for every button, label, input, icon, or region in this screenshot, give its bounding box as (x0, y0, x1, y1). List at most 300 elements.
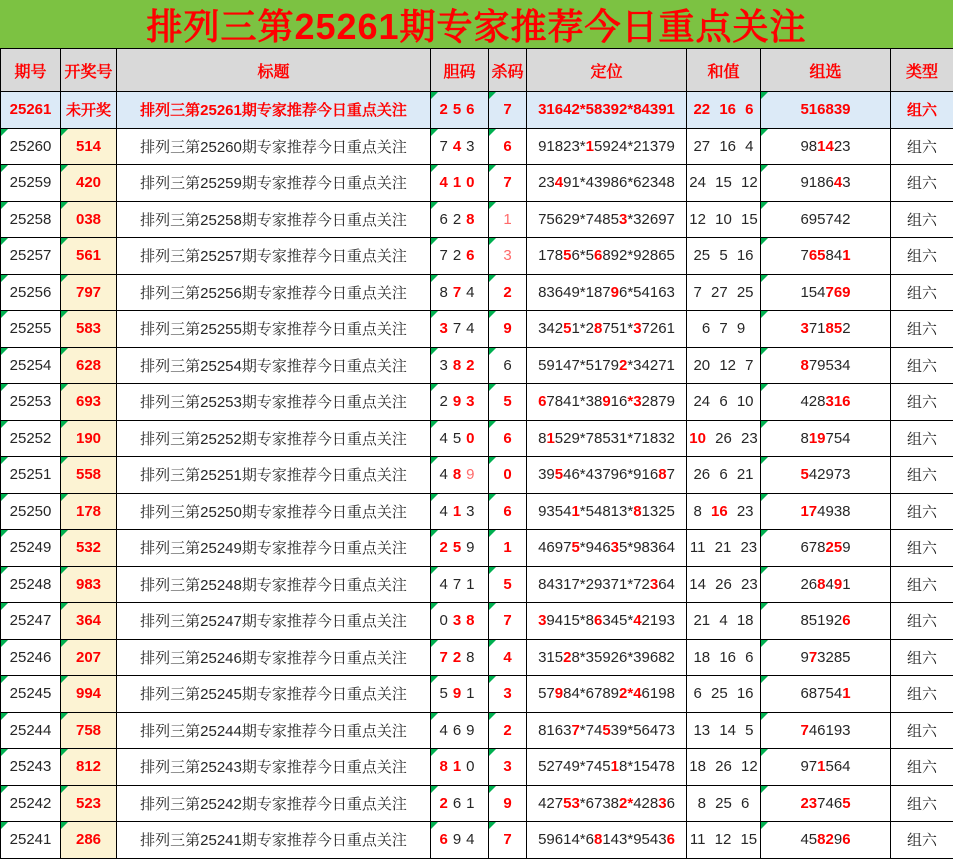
cell-text: 4 (826, 576, 834, 593)
corner-marker-icon (489, 311, 496, 318)
cell-text: 97 (800, 758, 817, 775)
corner-marker-icon (1, 421, 8, 428)
corner-marker-icon (761, 92, 768, 99)
cell-text: 排列三第25249期专家推荐今日重点关注 (140, 540, 407, 557)
cell-text: 组六 (907, 358, 937, 375)
cell-text: 25252 (10, 430, 52, 447)
cell-text: 82 (453, 357, 480, 374)
cell-text: 5 (439, 685, 452, 702)
cell-text: 6 (503, 430, 511, 447)
cell-text: 组六 (907, 285, 937, 302)
cell-text: 746 (817, 795, 842, 812)
cell-text: 6 (538, 393, 546, 410)
corner-marker-icon (1, 165, 8, 172)
cell-text: 516839 (800, 101, 850, 118)
cell-text: 18 26 12 (689, 758, 757, 775)
cell-kill (489, 128, 527, 165)
cell-text: 892*92865 (602, 247, 675, 264)
header-row (1, 49, 953, 92)
cell-text: 25245 (10, 685, 52, 702)
corner-marker-icon (489, 165, 496, 172)
corner-marker-icon (761, 567, 768, 574)
cell-text: 9 (555, 685, 563, 702)
cell-text: 0 (466, 430, 479, 447)
cell-group (761, 420, 891, 457)
corner-marker-icon (1, 786, 8, 793)
cell-text: *6738 (580, 795, 619, 812)
cell-dan (431, 676, 489, 713)
cell-text: 9 (834, 576, 842, 593)
cell-text: 25260 (10, 138, 52, 155)
cell-text: 286 (76, 831, 101, 848)
corner-marker-icon (761, 129, 768, 136)
cell-text: 5 (503, 393, 511, 410)
table-row (1, 676, 953, 713)
cell-text: 26 23 (706, 430, 758, 447)
cell-text: 排列三第25251期专家推荐今日重点关注 (140, 467, 407, 484)
cell-text: 427 (538, 795, 563, 812)
cell-text: 5 (563, 247, 571, 264)
cell-text: 23 (834, 138, 851, 155)
cell-text: 72 (439, 247, 466, 264)
corner-marker-icon (761, 749, 768, 756)
cell-draw (61, 712, 117, 749)
cell-kill (489, 493, 527, 530)
cell-text: 5 (555, 466, 563, 483)
cell-dan (431, 311, 489, 348)
corner-marker-icon (1, 348, 8, 355)
cell-text: 23 (538, 174, 555, 191)
column-header-group: 组选 (761, 49, 891, 92)
cell-text: 排列三第25255期专家推荐今日重点关注 (140, 321, 407, 338)
cell-text: 7841*38 (546, 393, 602, 410)
cell-kill (489, 92, 527, 129)
cell-text: 91823* (538, 138, 586, 155)
cell-text: 25 (439, 539, 466, 556)
cell-draw (61, 603, 117, 640)
corner-marker-icon (61, 603, 68, 610)
cell-text: 61 (453, 795, 480, 812)
cell-position (527, 311, 687, 348)
cell-type (891, 566, 953, 603)
cell-draw (61, 639, 117, 676)
cell-sum (687, 92, 761, 129)
cell-text: 组六 (907, 175, 937, 192)
cell-sum (687, 712, 761, 749)
cell-dan (431, 493, 489, 530)
corner-marker-icon (61, 129, 68, 136)
cell-dan (431, 347, 489, 384)
cell-text: 2879 (642, 393, 675, 410)
cell-draw (61, 128, 117, 165)
cell-draw (61, 92, 117, 129)
cell-text: 469 (439, 722, 479, 739)
cell-title (117, 238, 431, 275)
cell-kill (489, 530, 527, 567)
cell-draw (61, 785, 117, 822)
cell-period (1, 566, 61, 603)
cell-text: 758 (76, 722, 101, 739)
corner-marker-icon (1, 567, 8, 574)
cell-period (1, 165, 61, 202)
cell-text: 8 25 6 (698, 795, 750, 812)
cell-text: 6 25 16 (693, 685, 753, 702)
cell-text: 未开奖 (66, 102, 111, 119)
cell-group (761, 274, 891, 311)
cell-text: 排列三第25242期专家推荐今日重点关注 (140, 796, 407, 813)
cell-draw (61, 384, 117, 421)
cell-text: *74 (580, 722, 603, 739)
corner-marker-icon (489, 457, 496, 464)
cell-text: 25249 (10, 539, 52, 556)
cell-draw (61, 530, 117, 567)
cell-text: 8*15478 (619, 758, 675, 775)
cell-group (761, 238, 891, 275)
table-row (1, 639, 953, 676)
corner-marker-icon (431, 165, 438, 172)
corner-marker-icon (61, 676, 68, 683)
cell-text: 8 (439, 284, 452, 301)
cell-dan (431, 128, 489, 165)
cell-type (891, 749, 953, 786)
corner-marker-icon (61, 786, 68, 793)
cell-text: 8 (817, 576, 825, 593)
cell-dan (431, 639, 489, 676)
cell-text: 84317*29371*72 (538, 576, 650, 593)
corner-marker-icon (431, 822, 438, 829)
corner-marker-icon (489, 202, 496, 209)
cell-text: 79534 (809, 357, 851, 374)
cell-type (891, 493, 953, 530)
cell-text: 5924*21379 (594, 138, 675, 155)
cell-sum (687, 238, 761, 275)
cell-period (1, 712, 61, 749)
corner-marker-icon (431, 129, 438, 136)
cell-text: 154 (800, 284, 825, 301)
cell-text: 7 (439, 138, 452, 155)
cell-text: 256 (439, 101, 479, 118)
cell-text: 组六 (907, 504, 937, 521)
cell-group (761, 347, 891, 384)
cell-text: 6198 (642, 685, 675, 702)
cell-text: 91*43986*62348 (563, 174, 675, 191)
cell-title (117, 785, 431, 822)
cell-text: 68754 (800, 685, 842, 702)
cell-kill (489, 566, 527, 603)
corner-marker-icon (431, 92, 438, 99)
corner-marker-icon (61, 348, 68, 355)
cell-group (761, 749, 891, 786)
cell-text: 72 (439, 649, 466, 666)
cell-kill (489, 822, 527, 859)
cell-text: 31642*58392*84391 (538, 101, 675, 118)
cell-type (891, 712, 953, 749)
corner-marker-icon (61, 311, 68, 318)
cell-kill (489, 457, 527, 494)
corner-marker-icon (489, 676, 496, 683)
corner-marker-icon (61, 749, 68, 756)
cell-text: 8 (800, 357, 808, 374)
cell-group (761, 822, 891, 859)
cell-text: 25 5 16 (693, 247, 753, 264)
cell-dan (431, 603, 489, 640)
corner-marker-icon (489, 603, 496, 610)
cell-text: 25246 (10, 649, 52, 666)
cell-text: 排列三第25243期专家推荐今日重点关注 (140, 759, 407, 776)
cell-text: 6 (842, 831, 850, 848)
column-header-draw: 开奖号 (61, 49, 117, 92)
cell-period (1, 92, 61, 129)
cell-text: 排列三第25259期专家推荐今日重点关注 (140, 175, 407, 192)
cell-sum (687, 384, 761, 421)
cell-kill (489, 165, 527, 202)
cell-kill (489, 238, 527, 275)
cell-title (117, 420, 431, 457)
cell-text: 4938 (817, 503, 850, 520)
cell-text: 4 (503, 649, 511, 666)
cell-title (117, 274, 431, 311)
cell-sum (687, 274, 761, 311)
corner-marker-icon (1, 129, 8, 136)
cell-text: 316 (826, 393, 851, 410)
cell-kill (489, 274, 527, 311)
cell-text: 9 (466, 539, 479, 556)
cell-sum (687, 493, 761, 530)
cell-text: 2 (503, 284, 511, 301)
cell-position (527, 639, 687, 676)
cell-text: 59147*5179 (538, 357, 619, 374)
corner-marker-icon (431, 275, 438, 282)
cell-text: 812 (76, 758, 101, 775)
cell-sum (687, 822, 761, 859)
cell-sum (687, 676, 761, 713)
cell-text: 038 (76, 211, 101, 228)
cell-text: 25 (826, 539, 843, 556)
cell-text: 6 (503, 503, 511, 520)
corner-marker-icon (431, 311, 438, 318)
cell-text: 3 (466, 138, 479, 155)
cell-text: 3 (538, 612, 546, 629)
cell-text: 组六 (907, 321, 937, 338)
cell-group (761, 384, 891, 421)
corner-marker-icon (431, 494, 438, 501)
cell-group (761, 311, 891, 348)
cell-text: 1 (817, 758, 825, 775)
corner-marker-icon (1, 603, 8, 610)
cell-text: 558 (76, 466, 101, 483)
cell-sum (687, 530, 761, 567)
cell-text: 983 (76, 576, 101, 593)
cell-text: 排列三第25246期专家推荐今日重点关注 (140, 650, 407, 667)
cell-text: 1 (546, 430, 554, 447)
cell-text: 4 (439, 466, 452, 483)
cell-text: 6*5 (571, 247, 594, 264)
cell-text: 5 (602, 722, 610, 739)
cell-text: 3 (800, 320, 808, 337)
corner-marker-icon (61, 275, 68, 282)
cell-text: 428 (633, 795, 658, 812)
cell-period (1, 639, 61, 676)
cell-text: 9186 (800, 174, 833, 191)
cell-title (117, 457, 431, 494)
cell-text: 2193 (642, 612, 675, 629)
cell-text: 6*54163 (619, 284, 675, 301)
cell-type (891, 603, 953, 640)
cell-text: 93 (453, 393, 480, 410)
corner-marker-icon (1, 202, 8, 209)
cell-text: 5 (571, 539, 579, 556)
cell-type (891, 238, 953, 275)
cell-group (761, 128, 891, 165)
corner-marker-icon (61, 530, 68, 537)
cell-sum (687, 420, 761, 457)
cell-text: 8 (693, 503, 711, 520)
cell-text: 组六 (907, 723, 937, 740)
cell-text: 39 (538, 466, 555, 483)
cell-text: 9 (466, 466, 479, 483)
cell-text: 5 (503, 576, 511, 593)
corner-marker-icon (1, 238, 8, 245)
cell-text: 3 (466, 503, 479, 520)
cell-text: *946 (580, 539, 611, 556)
cell-text: 25258 (10, 211, 52, 228)
cell-text: 8 (633, 503, 641, 520)
cell-title (117, 603, 431, 640)
table-row (1, 749, 953, 786)
cell-text: 81 (439, 758, 466, 775)
cell-position (527, 201, 687, 238)
cell-text: 693 (76, 393, 101, 410)
corner-marker-icon (761, 676, 768, 683)
corner-marker-icon (489, 640, 496, 647)
cell-text: 组六 (907, 686, 937, 703)
cell-kill (489, 785, 527, 822)
cell-text: 62 (439, 211, 466, 228)
cell-group (761, 712, 891, 749)
cell-text: 25242 (10, 795, 52, 812)
cell-text: *3 (627, 393, 641, 410)
cell-text: 3 (439, 320, 452, 337)
corner-marker-icon (61, 567, 68, 574)
table-row (1, 128, 953, 165)
table-row (1, 566, 953, 603)
cell-text: 24 6 10 (693, 393, 753, 410)
cell-text: 25251 (10, 466, 52, 483)
cell-type (891, 384, 953, 421)
corner-marker-icon (761, 384, 768, 391)
cell-dan (431, 201, 489, 238)
cell-text: 6 (667, 831, 675, 848)
cell-text: 25248 (10, 576, 52, 593)
cell-text: 85 (826, 320, 843, 337)
cell-text: 38 (453, 612, 480, 629)
cell-text: 27 16 4 (693, 138, 753, 155)
cell-text: 94 (453, 831, 480, 848)
cell-text: 13 14 5 (693, 722, 753, 739)
cell-sum (687, 201, 761, 238)
cell-text: 74 (453, 320, 480, 337)
corner-marker-icon (761, 165, 768, 172)
corner-marker-icon (61, 822, 68, 829)
cell-text: 17 (800, 503, 817, 520)
cell-type (891, 311, 953, 348)
corner-marker-icon (61, 421, 68, 428)
cell-text: 65 (809, 247, 826, 264)
cell-title (117, 712, 431, 749)
cell-text: 7 (800, 247, 808, 264)
cell-text: 3 (503, 758, 511, 775)
cell-text: 3 (611, 539, 619, 556)
cell-text: 1 (842, 247, 850, 264)
cell-text: 1 (503, 539, 511, 556)
cell-text: 排列三第25252期专家推荐今日重点关注 (140, 431, 407, 448)
cell-text: 45 (439, 430, 466, 447)
cell-text: 7 (503, 174, 511, 191)
corner-marker-icon (761, 348, 768, 355)
table-row (1, 165, 953, 202)
cell-position (527, 92, 687, 129)
cell-text: 9 (503, 320, 511, 337)
cell-title (117, 92, 431, 129)
cell-text: 85192 (800, 612, 842, 629)
cell-text: 1 (842, 576, 850, 593)
corner-marker-icon (761, 494, 768, 501)
cell-text: 排列三第25241期专家推荐今日重点关注 (140, 832, 407, 849)
cell-text: 6 (503, 138, 511, 155)
cell-text: 4 (439, 503, 452, 520)
cell-text: 751* (602, 320, 633, 337)
cell-title (117, 639, 431, 676)
cell-position (527, 274, 687, 311)
cell-text: 24 15 12 (689, 174, 757, 191)
cell-text: 22 16 6 (693, 101, 753, 118)
cell-text: 532 (76, 539, 101, 556)
cell-text: 8 (594, 320, 602, 337)
cell-text: 排列三第25245期专家推荐今日重点关注 (140, 686, 407, 703)
cell-text: 组六 (907, 467, 937, 484)
cell-text: 315 (538, 649, 563, 666)
cell-dan (431, 785, 489, 822)
cell-group (761, 639, 891, 676)
cell-text: 9 (602, 393, 610, 410)
cell-dan (431, 274, 489, 311)
cell-kill (489, 749, 527, 786)
cell-text: 25244 (10, 722, 52, 739)
cell-text: *34271 (627, 357, 675, 374)
cell-text: 11 12 15 (690, 831, 757, 848)
cell-period (1, 128, 61, 165)
cell-sum (687, 165, 761, 202)
cell-kill (489, 676, 527, 713)
cell-text: 7 (503, 612, 511, 629)
table-row (1, 420, 953, 457)
cell-text: 3 (658, 795, 666, 812)
cell-text: 7 (809, 649, 817, 666)
corner-marker-icon (489, 92, 496, 99)
cell-text: 8 (466, 649, 479, 666)
cell-text: 排列三第25254期专家推荐今日重点关注 (140, 358, 407, 375)
cell-dan (431, 749, 489, 786)
cell-text: 6 (466, 247, 479, 264)
corner-marker-icon (431, 713, 438, 720)
corner-marker-icon (1, 457, 8, 464)
corner-marker-icon (431, 457, 438, 464)
cell-sum (687, 457, 761, 494)
cell-text: 4697 (538, 539, 571, 556)
column-header-title: 标题 (117, 49, 431, 92)
cell-text: 7 27 25 (693, 284, 753, 301)
cell-sum (687, 639, 761, 676)
